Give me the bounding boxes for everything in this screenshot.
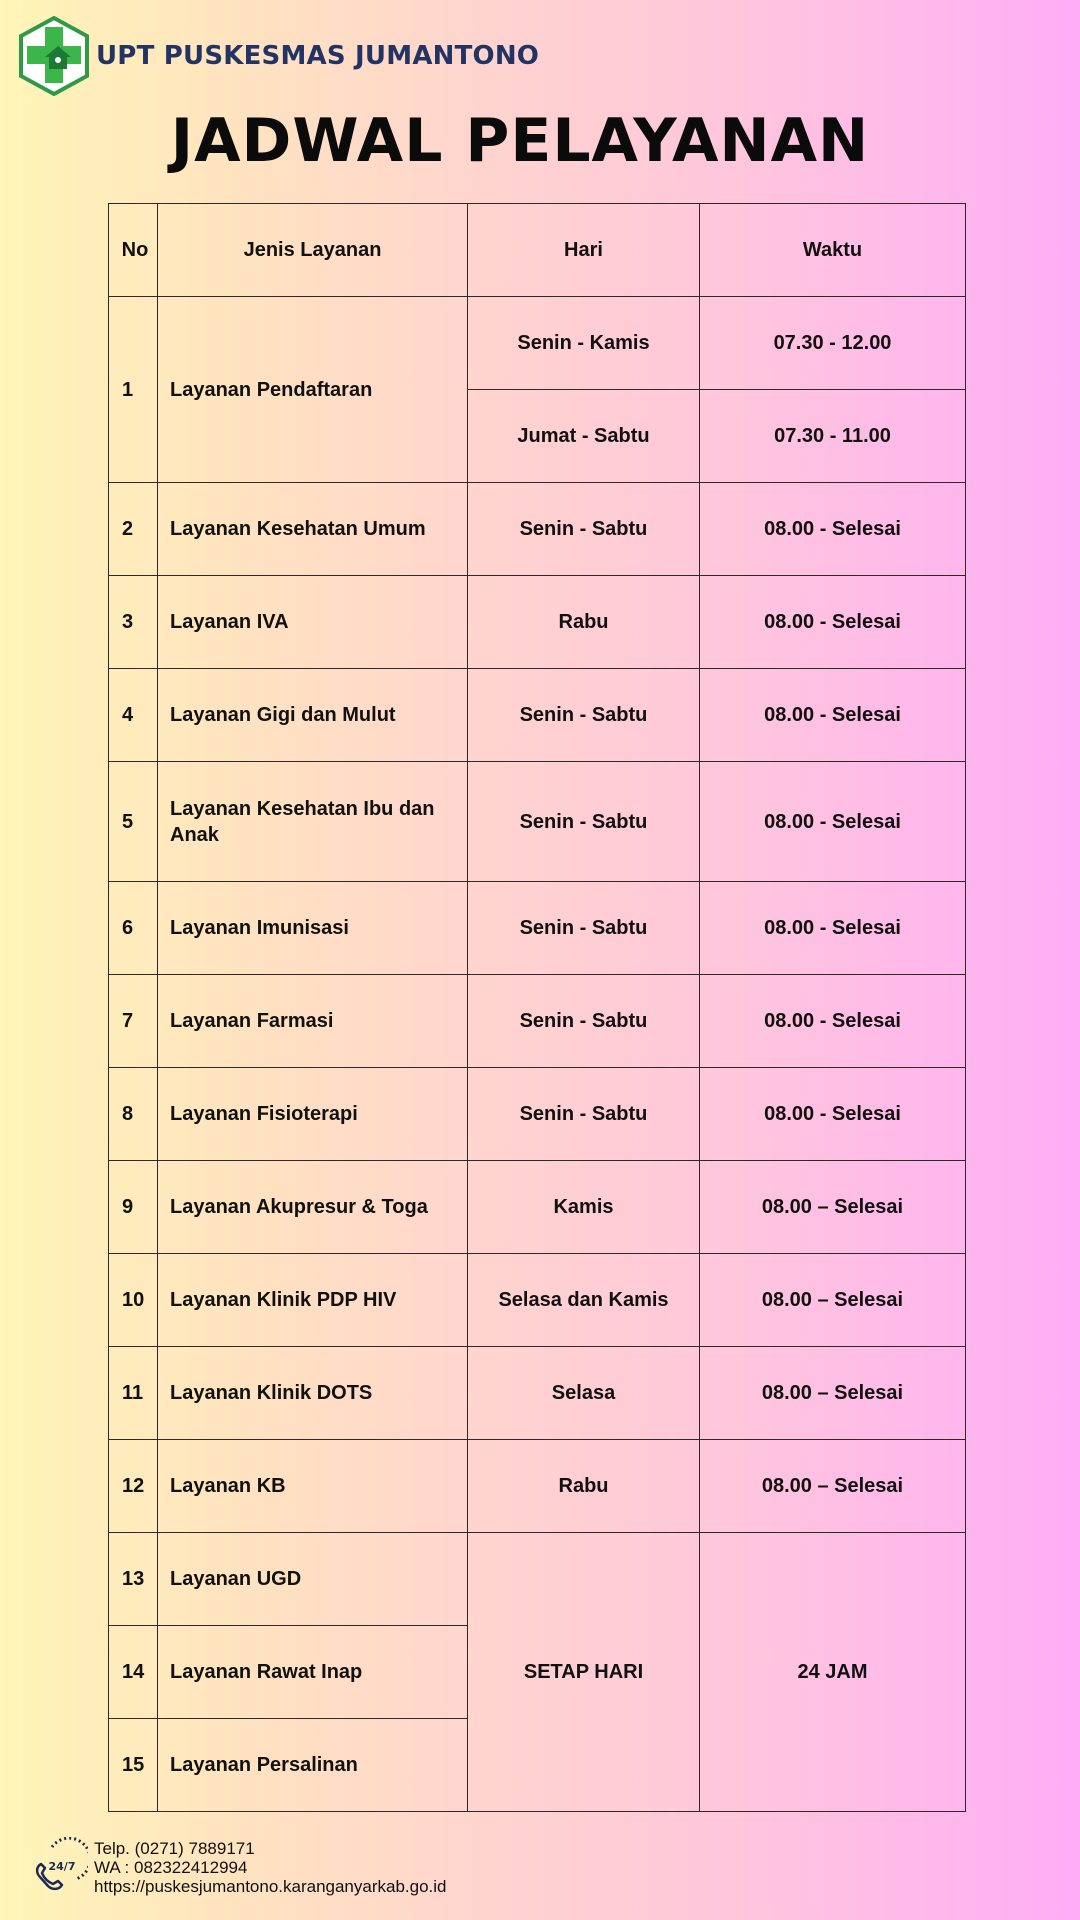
- service-day: Senin - Sabtu: [468, 483, 700, 576]
- service-time: 08.00 - Selesai: [700, 975, 966, 1068]
- table-row: [109, 1161, 966, 1254]
- service-name: Layanan Rawat Inap: [158, 1626, 468, 1719]
- page-title: JADWAL PELAYANAN: [170, 106, 870, 176]
- service-time: 08.00 - Selesai: [700, 1068, 966, 1161]
- service-day: Jumat - Sabtu: [468, 390, 700, 483]
- row-number: 1: [109, 297, 158, 483]
- row-number: 13: [109, 1533, 158, 1626]
- header-no: No: [109, 204, 158, 297]
- service-name: Layanan Farmasi: [158, 975, 468, 1068]
- row-number: 8: [109, 1068, 158, 1161]
- header-time: Waktu: [700, 204, 966, 297]
- brand-name: UPT PUSKESMAS JUMANTONO: [96, 41, 540, 71]
- service-day: Rabu: [468, 1440, 700, 1533]
- service-name: Layanan Akupresur & Toga: [158, 1161, 468, 1254]
- service-day: Rabu: [468, 576, 700, 669]
- service-time: 08.00 - Selesai: [700, 762, 966, 882]
- group-time: 24 JAM: [700, 1533, 966, 1812]
- service-time: 07.30 - 11.00: [700, 390, 966, 483]
- service-time: 08.00 – Selesai: [700, 1347, 966, 1440]
- service-name: Layanan Klinik DOTS: [158, 1347, 468, 1440]
- service-name: Layanan Kesehatan Umum: [158, 483, 468, 576]
- service-day: Senin - Sabtu: [468, 762, 700, 882]
- row-number: 6: [109, 882, 158, 975]
- service-name: Layanan UGD: [158, 1533, 468, 1626]
- service-time: 08.00 - Selesai: [700, 576, 966, 669]
- row-number: 14: [109, 1626, 158, 1719]
- service-name: Layanan Fisioterapi: [158, 1068, 468, 1161]
- contact-footer: [28, 1836, 447, 1898]
- service-name: Layanan KB: [158, 1440, 468, 1533]
- table-row: [109, 297, 966, 390]
- service-time: 08.00 - Selesai: [700, 669, 966, 762]
- header-day: Hari: [468, 204, 700, 297]
- service-day: Senin - Sabtu: [468, 669, 700, 762]
- service-time: 08.00 – Selesai: [700, 1161, 966, 1254]
- service-day: Selasa dan Kamis: [468, 1254, 700, 1347]
- row-number: 4: [109, 669, 158, 762]
- phone-number: Telp. (0271) 7889171: [94, 1838, 255, 1858]
- table-row: [109, 1533, 966, 1626]
- service-time: 08.00 - Selesai: [700, 882, 966, 975]
- service-day: Senin - Kamis: [468, 297, 700, 390]
- service-name: Layanan Gigi dan Mulut: [158, 669, 468, 762]
- header-service: Jenis Layanan: [158, 204, 468, 297]
- row-number: 5: [109, 762, 158, 882]
- service-time: 08.00 - Selesai: [700, 483, 966, 576]
- row-number: 9: [109, 1161, 158, 1254]
- service-name: Layanan Kesehatan Ibu dan Anak: [158, 762, 468, 882]
- phone-24-7-icon: [28, 1837, 88, 1897]
- service-day: Kamis: [468, 1161, 700, 1254]
- service-time: 08.00 – Selesai: [700, 1254, 966, 1347]
- table-row: [109, 1440, 966, 1533]
- brand-header: [18, 16, 539, 96]
- service-name: Layanan Imunisasi: [158, 882, 468, 975]
- row-number: 12: [109, 1440, 158, 1533]
- service-name: Layanan Persalinan: [158, 1719, 468, 1812]
- service-time: 08.00 – Selesai: [700, 1440, 966, 1533]
- row-number: 10: [109, 1254, 158, 1347]
- table-row: [109, 483, 966, 576]
- row-number: 2: [109, 483, 158, 576]
- service-day: Senin - Sabtu: [468, 975, 700, 1068]
- row-number: 11: [109, 1347, 158, 1440]
- table-row: [109, 669, 966, 762]
- whatsapp-number: WA : 082322412994: [94, 1857, 248, 1877]
- service-name: Layanan Klinik PDP HIV: [158, 1254, 468, 1347]
- phone-badge-text: 24/7: [48, 1860, 76, 1873]
- table-header-row: [109, 204, 966, 297]
- contact-info: [94, 1839, 447, 1896]
- row-number: 3: [109, 576, 158, 669]
- service-name: Layanan Pendaftaran: [158, 297, 468, 483]
- row-number: 7: [109, 975, 158, 1068]
- row-number: 15: [109, 1719, 158, 1812]
- service-day: Senin - Sabtu: [468, 882, 700, 975]
- table-row: [109, 1347, 966, 1440]
- puskesmas-cross-logo-icon: [18, 16, 90, 96]
- service-name: Layanan IVA: [158, 576, 468, 669]
- website-link[interactable]: https://puskesjumantono.karanganyarkab.go.id: [94, 1876, 447, 1896]
- schedule-table: [108, 203, 966, 1812]
- table-row: [109, 1068, 966, 1161]
- table-row: [109, 762, 966, 882]
- service-time: 07.30 - 12.00: [700, 297, 966, 390]
- table-row: [109, 975, 966, 1068]
- group-day: SETAP HARI: [468, 1533, 700, 1812]
- service-day: Selasa: [468, 1347, 700, 1440]
- service-day: Senin - Sabtu: [468, 1068, 700, 1161]
- table-row: [109, 576, 966, 669]
- table-row: [109, 1254, 966, 1347]
- table-row: [109, 882, 966, 975]
